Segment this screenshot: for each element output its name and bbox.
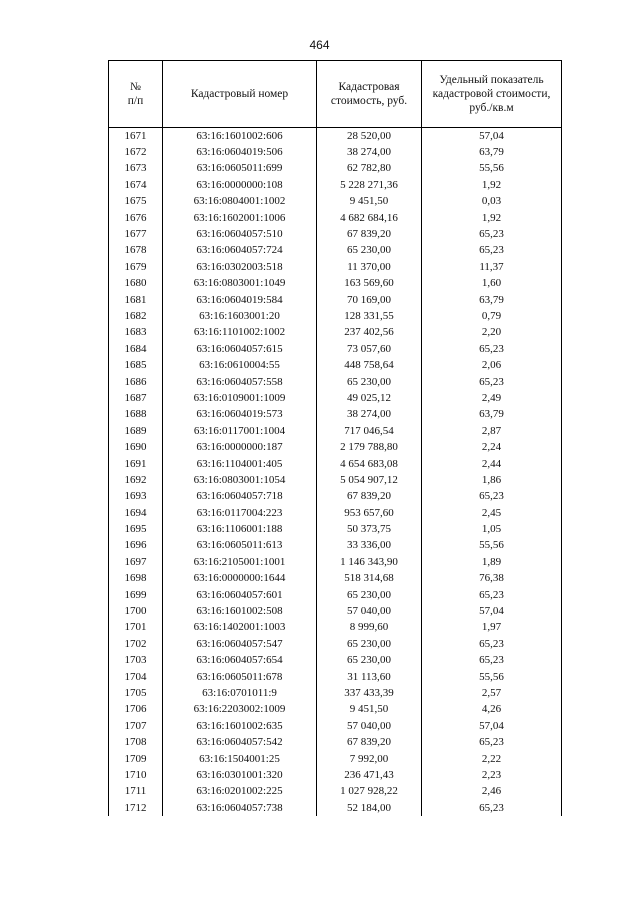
cell-row-number: 1680 — [109, 276, 163, 292]
cell-cadastral-value: 8 999,60 — [317, 620, 422, 636]
cell-row-number: 1708 — [109, 734, 163, 750]
cell-cadastral-number: 63:16:0604057:558 — [163, 374, 317, 390]
cell-specific-value: 63,79 — [422, 407, 562, 423]
cell-cadastral-number: 63:16:0803001:1049 — [163, 276, 317, 292]
cell-row-number: 1711 — [109, 784, 163, 800]
cell-cadastral-value: 448 758,64 — [317, 357, 422, 373]
cell-cadastral-number: 63:16:0604057:615 — [163, 341, 317, 357]
cell-cadastral-value: 7 992,00 — [317, 751, 422, 767]
cell-cadastral-number: 63:16:0804001:1002 — [163, 194, 317, 210]
table-row — [109, 620, 562, 636]
cell-specific-value: 11,37 — [422, 259, 562, 275]
table-row — [109, 128, 562, 145]
cell-row-number: 1672 — [109, 144, 163, 160]
cell-specific-value: 65,23 — [422, 653, 562, 669]
cell-cadastral-number: 63:16:2105001:1001 — [163, 554, 317, 570]
cell-row-number: 1709 — [109, 751, 163, 767]
table-row — [109, 603, 562, 619]
cell-cadastral-value: 163 569,60 — [317, 276, 422, 292]
cell-specific-value: 1,86 — [422, 472, 562, 488]
cell-specific-value: 65,23 — [422, 226, 562, 242]
cell-cadastral-number: 63:16:1402001:1003 — [163, 620, 317, 636]
cell-row-number: 1707 — [109, 718, 163, 734]
cell-cadastral-number: 63:16:1104001:405 — [163, 456, 317, 472]
cell-specific-value: 57,04 — [422, 603, 562, 619]
cell-row-number: 1679 — [109, 259, 163, 275]
cell-cadastral-value: 62 782,80 — [317, 161, 422, 177]
table-header — [109, 61, 562, 128]
header-row-number — [109, 61, 163, 128]
cell-specific-value: 2,46 — [422, 784, 562, 800]
cell-specific-value: 65,23 — [422, 734, 562, 750]
cell-cadastral-number: 63:16:0604057:718 — [163, 489, 317, 505]
table-row — [109, 505, 562, 521]
cell-row-number: 1685 — [109, 357, 163, 373]
cell-row-number: 1677 — [109, 226, 163, 242]
cell-cadastral-value: 38 274,00 — [317, 144, 422, 160]
cell-row-number: 1703 — [109, 653, 163, 669]
cell-row-number: 1678 — [109, 243, 163, 259]
cell-row-number: 1684 — [109, 341, 163, 357]
cell-cadastral-value: 11 370,00 — [317, 259, 422, 275]
cell-cadastral-value: 57 040,00 — [317, 603, 422, 619]
cell-row-number: 1698 — [109, 571, 163, 587]
cell-cadastral-number: 63:16:0117004:223 — [163, 505, 317, 521]
cell-specific-value: 2,57 — [422, 685, 562, 701]
cell-cadastral-number: 63:16:0604057:654 — [163, 653, 317, 669]
cell-row-number: 1700 — [109, 603, 163, 619]
cell-cadastral-value: 65 230,00 — [317, 243, 422, 259]
cell-cadastral-value: 65 230,00 — [317, 636, 422, 652]
table-row — [109, 554, 562, 570]
cell-cadastral-number: 63:16:0701011:9 — [163, 685, 317, 701]
cell-row-number: 1683 — [109, 325, 163, 341]
cell-cadastral-value: 73 057,60 — [317, 341, 422, 357]
cell-cadastral-number: 63:16:0604057:542 — [163, 734, 317, 750]
cell-specific-value: 55,56 — [422, 538, 562, 554]
cell-row-number: 1676 — [109, 210, 163, 226]
cell-specific-value: 65,23 — [422, 243, 562, 259]
cell-specific-value: 0,79 — [422, 308, 562, 324]
cell-cadastral-number: 63:16:1101002:1002 — [163, 325, 317, 341]
cell-specific-value: 65,23 — [422, 489, 562, 505]
cell-cadastral-value: 4 682 684,16 — [317, 210, 422, 226]
cell-row-number: 1686 — [109, 374, 163, 390]
cell-specific-value: 2,22 — [422, 751, 562, 767]
cell-specific-value: 2,06 — [422, 357, 562, 373]
cell-cadastral-value: 67 839,20 — [317, 226, 422, 242]
table-row — [109, 276, 562, 292]
cell-cadastral-value: 38 274,00 — [317, 407, 422, 423]
cell-cadastral-number: 63:16:0803001:1054 — [163, 472, 317, 488]
cell-cadastral-value: 5 054 907,12 — [317, 472, 422, 488]
cell-cadastral-number: 63:16:1601002:635 — [163, 718, 317, 734]
cell-cadastral-value: 337 433,39 — [317, 685, 422, 701]
header-row — [109, 61, 562, 128]
cell-specific-value: 0,03 — [422, 194, 562, 210]
cell-cadastral-value: 67 839,20 — [317, 489, 422, 505]
table-row — [109, 407, 562, 423]
cell-row-number: 1674 — [109, 177, 163, 193]
cell-cadastral-number: 63:16:0604057:738 — [163, 800, 317, 816]
cell-row-number: 1688 — [109, 407, 163, 423]
cell-row-number: 1690 — [109, 439, 163, 455]
table-row — [109, 587, 562, 603]
cell-specific-value: 1,92 — [422, 177, 562, 193]
cell-specific-value: 2,24 — [422, 439, 562, 455]
cell-cadastral-value: 65 230,00 — [317, 374, 422, 390]
cadastral-value-table — [108, 60, 562, 816]
cell-specific-value: 1,05 — [422, 521, 562, 537]
table-row — [109, 243, 562, 259]
cell-cadastral-number: 63:16:0000000:108 — [163, 177, 317, 193]
cell-cadastral-number: 63:16:0109001:1009 — [163, 390, 317, 406]
cell-cadastral-value: 57 040,00 — [317, 718, 422, 734]
cell-cadastral-number: 63:16:1602001:1006 — [163, 210, 317, 226]
cell-specific-value: 1,92 — [422, 210, 562, 226]
cell-row-number: 1691 — [109, 456, 163, 472]
cell-row-number: 1681 — [109, 292, 163, 308]
cell-cadastral-value: 237 402,56 — [317, 325, 422, 341]
table-row — [109, 210, 562, 226]
cell-specific-value: 57,04 — [422, 718, 562, 734]
table-row — [109, 521, 562, 537]
cell-cadastral-number: 63:16:0000000:1644 — [163, 571, 317, 587]
cell-cadastral-value: 128 331,55 — [317, 308, 422, 324]
cell-specific-value: 2,49 — [422, 390, 562, 406]
table-row — [109, 374, 562, 390]
cell-row-number: 1693 — [109, 489, 163, 505]
cell-row-number: 1699 — [109, 587, 163, 603]
table-row — [109, 571, 562, 587]
table-row — [109, 702, 562, 718]
cell-cadastral-number: 63:16:1603001:20 — [163, 308, 317, 324]
cell-row-number: 1702 — [109, 636, 163, 652]
cell-row-number: 1705 — [109, 685, 163, 701]
cell-cadastral-value: 31 113,60 — [317, 669, 422, 685]
cell-cadastral-number: 63:16:0302003:518 — [163, 259, 317, 275]
table-row — [109, 144, 562, 160]
cell-row-number: 1671 — [109, 128, 163, 145]
table-row — [109, 734, 562, 750]
cell-cadastral-value: 5 228 271,36 — [317, 177, 422, 193]
cell-specific-value: 63,79 — [422, 144, 562, 160]
cell-cadastral-number: 63:16:0201002:225 — [163, 784, 317, 800]
cell-cadastral-number: 63:16:2203002:1009 — [163, 702, 317, 718]
cell-specific-value: 1,60 — [422, 276, 562, 292]
page-number: 464 — [309, 38, 330, 52]
cell-cadastral-number: 63:16:0604057:510 — [163, 226, 317, 242]
cell-cadastral-number: 63:16:1106001:188 — [163, 521, 317, 537]
cell-cadastral-value: 9 451,50 — [317, 702, 422, 718]
cell-row-number: 1682 — [109, 308, 163, 324]
cell-row-number: 1675 — [109, 194, 163, 210]
header-specific-value — [422, 61, 562, 128]
cell-row-number: 1694 — [109, 505, 163, 521]
cell-row-number: 1695 — [109, 521, 163, 537]
cell-row-number: 1701 — [109, 620, 163, 636]
table-row — [109, 292, 562, 308]
cell-specific-value: 1,89 — [422, 554, 562, 570]
cell-row-number: 1696 — [109, 538, 163, 554]
cell-cadastral-number: 63:16:1504001:25 — [163, 751, 317, 767]
cell-cadastral-number: 63:16:1601002:606 — [163, 128, 317, 145]
cell-cadastral-value: 953 657,60 — [317, 505, 422, 521]
table-row — [109, 439, 562, 455]
table-row — [109, 390, 562, 406]
table-row — [109, 653, 562, 669]
cell-specific-value: 55,56 — [422, 669, 562, 685]
cell-row-number: 1692 — [109, 472, 163, 488]
cell-specific-value: 2,45 — [422, 505, 562, 521]
cell-cadastral-number: 63:16:0604019:584 — [163, 292, 317, 308]
cell-cadastral-number: 63:16:0117001:1004 — [163, 423, 317, 439]
cell-specific-value: 65,23 — [422, 374, 562, 390]
cell-specific-value: 55,56 — [422, 161, 562, 177]
cell-cadastral-value: 65 230,00 — [317, 653, 422, 669]
table-row — [109, 341, 562, 357]
table-row — [109, 357, 562, 373]
header-cadastral-number-label: Кадастровый номер — [190, 88, 289, 100]
cell-cadastral-number: 63:16:1601002:508 — [163, 603, 317, 619]
cell-cadastral-value: 2 179 788,80 — [317, 439, 422, 455]
cell-cadastral-value: 65 230,00 — [317, 587, 422, 603]
cell-specific-value: 4,26 — [422, 702, 562, 718]
cell-specific-value: 2,87 — [422, 423, 562, 439]
cell-specific-value: 65,23 — [422, 587, 562, 603]
cell-row-number: 1704 — [109, 669, 163, 685]
cell-cadastral-number: 63:16:0604019:573 — [163, 407, 317, 423]
cell-row-number: 1689 — [109, 423, 163, 439]
cell-cadastral-value: 67 839,20 — [317, 734, 422, 750]
cell-row-number: 1673 — [109, 161, 163, 177]
cell-cadastral-value: 9 451,50 — [317, 194, 422, 210]
cell-cadastral-number: 63:16:0604057:724 — [163, 243, 317, 259]
cell-cadastral-value: 52 184,00 — [317, 800, 422, 816]
cell-specific-value: 65,23 — [422, 636, 562, 652]
cell-cadastral-number: 63:16:0605011:699 — [163, 161, 317, 177]
cell-cadastral-value: 236 471,43 — [317, 767, 422, 783]
table-row — [109, 472, 562, 488]
table-row — [109, 489, 562, 505]
cell-specific-value: 2,23 — [422, 767, 562, 783]
table-row — [109, 767, 562, 783]
header-cadastral-number — [163, 61, 317, 128]
cell-cadastral-number: 63:16:0604057:601 — [163, 587, 317, 603]
cell-cadastral-value: 1 027 928,22 — [317, 784, 422, 800]
table-row — [109, 685, 562, 701]
table-row — [109, 161, 562, 177]
cell-cadastral-number: 63:16:0604057:547 — [163, 636, 317, 652]
table-row — [109, 423, 562, 439]
cell-cadastral-value: 28 520,00 — [317, 128, 422, 145]
table-row — [109, 177, 562, 193]
cell-specific-value: 65,23 — [422, 341, 562, 357]
cell-specific-value: 2,20 — [422, 325, 562, 341]
header-specific-value-label: Удельный показатель кадастровой стоимости, руб./кв.м — [432, 74, 551, 114]
cell-specific-value: 65,23 — [422, 800, 562, 816]
cell-cadastral-number: 63:16:0604019:506 — [163, 144, 317, 160]
table-row — [109, 800, 562, 816]
cell-specific-value: 63,79 — [422, 292, 562, 308]
cell-row-number: 1712 — [109, 800, 163, 816]
cell-cadastral-value: 70 169,00 — [317, 292, 422, 308]
header-cadastral-value-label: Кадастровая стоимость, руб. — [330, 81, 408, 107]
table-row — [109, 308, 562, 324]
cell-row-number: 1706 — [109, 702, 163, 718]
table-body — [109, 128, 562, 817]
table-row — [109, 636, 562, 652]
cell-cadastral-value: 33 336,00 — [317, 538, 422, 554]
table-row — [109, 226, 562, 242]
cell-cadastral-number: 63:16:0610004:55 — [163, 357, 317, 373]
table-row — [109, 538, 562, 554]
cell-row-number: 1710 — [109, 767, 163, 783]
cell-cadastral-value: 50 373,75 — [317, 521, 422, 537]
cell-specific-value: 1,97 — [422, 620, 562, 636]
cell-specific-value: 57,04 — [422, 128, 562, 145]
table-row — [109, 456, 562, 472]
table-row — [109, 194, 562, 210]
cell-cadastral-number: 63:16:0000000:187 — [163, 439, 317, 455]
table-row — [109, 669, 562, 685]
table-row — [109, 751, 562, 767]
cell-specific-value: 2,44 — [422, 456, 562, 472]
cell-cadastral-value: 49 025,12 — [317, 390, 422, 406]
cell-cadastral-value: 1 146 343,90 — [317, 554, 422, 570]
cell-cadastral-value: 4 654 683,08 — [317, 456, 422, 472]
header-row-number-label: № п/п — [127, 81, 144, 107]
table-row — [109, 325, 562, 341]
cell-cadastral-value: 717 046,54 — [317, 423, 422, 439]
cell-cadastral-number: 63:16:0605011:678 — [163, 669, 317, 685]
table-row — [109, 259, 562, 275]
header-cadastral-value — [317, 61, 422, 128]
cell-specific-value: 76,38 — [422, 571, 562, 587]
cell-row-number: 1687 — [109, 390, 163, 406]
cell-cadastral-value: 518 314,68 — [317, 571, 422, 587]
table-row — [109, 718, 562, 734]
cell-row-number: 1697 — [109, 554, 163, 570]
cell-cadastral-number: 63:16:0301001:320 — [163, 767, 317, 783]
table-row — [109, 784, 562, 800]
cell-cadastral-number: 63:16:0605011:613 — [163, 538, 317, 554]
